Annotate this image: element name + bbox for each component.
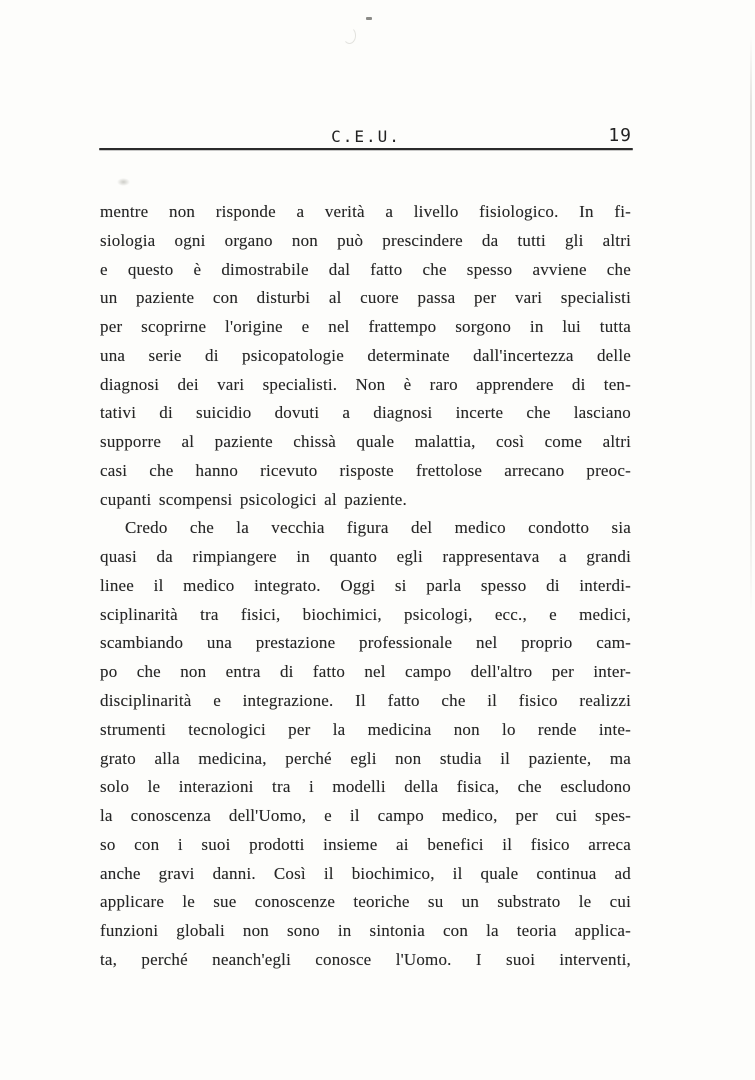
text-line: e questo è dimostrabile dal fatto che spesso avviene che <box>100 259 631 279</box>
text-line: scambiando una prestazione professionale nel proprio cam- <box>100 633 631 653</box>
page-number: 19 <box>608 125 632 146</box>
text-line: tativi di suicidio dovuti a diagnosi incerte che lasciano <box>100 403 631 423</box>
text-line: anche gravi danni. Così il biochimico, il quale continua ad <box>100 863 631 883</box>
text-line: funzioni globali non sono in sintonia con la teoria applica- <box>100 921 631 941</box>
text-line: sciplinarità tra fisici, biochimici, psicologi, ecc., e medici, <box>100 604 631 624</box>
text-line: linee il medico integrato. Oggi si parla spesso di interdi- <box>100 575 631 595</box>
text-line: per scoprirne l'origine e nel frattempo sorgono in lui tutta <box>100 317 631 337</box>
text-line: una serie di psicopatologie determinate dall'incertezza delle <box>100 345 631 365</box>
text-line: po che non entra di fatto nel campo dell'altro per inter- <box>100 662 631 682</box>
text-line: applicare le sue conoscenze teoriche su un substrato le cui <box>100 892 631 912</box>
text-line: solo le interazioni tra i modelli della fisica, che escludono <box>100 777 631 797</box>
text-line: cupanti scompensi psicologici al paziente. <box>100 489 407 509</box>
scan-speck <box>366 17 372 20</box>
text-line: quasi da rimpiangere in quanto egli rappresentava a grandi <box>100 547 631 567</box>
scan-edge-line <box>750 36 752 616</box>
scan-mark-curl <box>343 27 356 44</box>
text-line: diagnosi dei vari specialisti. Non è raro apprendere di ten- <box>100 374 631 394</box>
text-line: supporre al paziente chissà quale malattia, così come altri <box>100 432 631 452</box>
text-line: ta, perché neanch'egli conosce l'Uomo. I suoi interventi, <box>100 949 631 969</box>
body-text <box>100 198 631 975</box>
text-line: la conoscenza dell'Uomo, e il campo medico, per cui spes- <box>100 806 631 826</box>
text-line: so con i suoi prodotti insieme ai benefici il fisico arreca <box>100 834 631 854</box>
text-line: un paziente con disturbi al cuore passa per vari specialisti <box>100 288 631 308</box>
running-header-title: C.E.U. <box>331 127 401 146</box>
text-line: siologia ogni organo non può prescindere da tutti gli altri <box>100 230 631 250</box>
text-line: disciplinarità e integrazione. Il fatto che il fisico realizzi <box>100 691 631 711</box>
scan-smudge <box>117 178 130 186</box>
text-line: casi che hanno ricevuto risposte frettolose arrecano preoc- <box>100 460 631 480</box>
text-line: Credo che la vecchia figura del medico condotto sia <box>125 518 631 538</box>
text-line: mentre non risponde a verità a livello fisiologico. In fi- <box>100 202 631 221</box>
text-line: strumenti tecnologici per la medicina non lo rende inte- <box>100 719 631 739</box>
header-rule <box>99 148 633 150</box>
text-line: grato alla medicina, perché egli non studia il paziente, ma <box>100 748 631 768</box>
